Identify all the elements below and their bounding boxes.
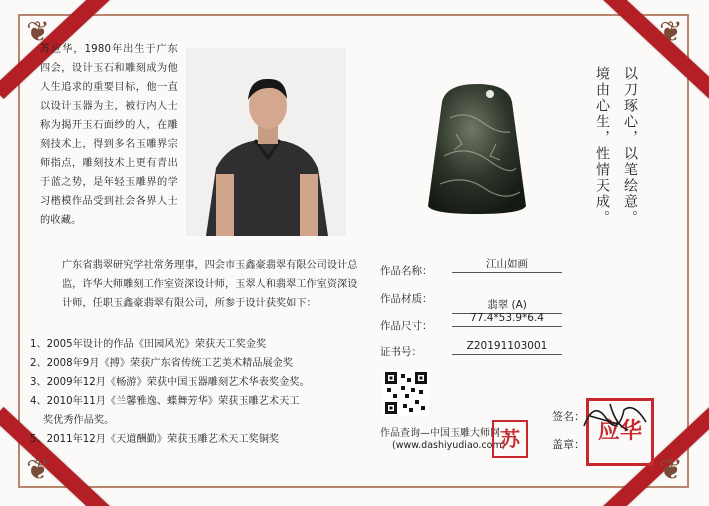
biography-text: 苏应华，1980年出生于广东四会，设计玉石和雕刻成为他人生追求的重要目标，他一直以设计玉器为主，被行内人士称为揭开玉石面纱的人，在雕刻技术上，得到多名玉雕界宗师指点，雕刻技术上更有青出于蓝之势，是年轻玉雕界的学习楷模作品受到社会各界人士的收藏。: [40, 44, 178, 226]
artwork-size-row: [380, 312, 560, 337]
certificate-number-label: 证书号：: [380, 346, 422, 358]
artwork-name-value: 江山如画: [452, 256, 562, 273]
poem-line-2: 境由心生，性情天成。: [594, 66, 610, 226]
ornament-icon: ❦: [659, 15, 683, 48]
small-seal-stamp: 苏: [492, 420, 528, 458]
award-item: 5、2011年12月《天道酬勤》荣获玉雕艺术天工奖铜奖: [30, 434, 280, 445]
signature-label: 签名：: [552, 410, 585, 423]
award-item: 奖优秀作品奖。: [30, 415, 115, 426]
award-item: 1、2005年设计的作品《田园风光》荣获天工奖金奖: [30, 339, 267, 350]
artwork-material-value: 翡翠 (A): [452, 297, 562, 314]
website-url: (www.dashiyudiao.com): [392, 440, 506, 451]
poem-line-1: 以刀琢心，以笔绘意。: [622, 66, 638, 226]
ornament-icon: ❦: [659, 453, 683, 486]
award-item: 3、2009年12月《畅游》荣获中国玉器雕刻艺术华表奖金奖。: [30, 377, 310, 388]
certificate-number-row: [380, 340, 560, 363]
query-text: 作品查询—中国玉雕大师网: [380, 428, 500, 439]
award-item: 4、2010年11月《兰馨雅逸、蝶舞芳华》荣获玉雕艺术天工: [30, 396, 300, 407]
ornament-icon: ❦: [26, 453, 50, 486]
ornament-icon: ❦: [26, 15, 50, 48]
designer-intro: 广东省翡翠研究学社常务理事，四会市玉鑫豪翡翠有限公司设计总监，许华大师雕刻工作室资深设计师，玉翠人和翡翠工作室资深设计师，任职玉鑫豪翡翠有限公司，所参于设计获奖如下：: [62, 260, 358, 309]
artwork-material-row: [380, 291, 560, 310]
designer-portrait: [186, 48, 346, 236]
large-seal-stamp: 应华: [586, 398, 654, 466]
seal-label: 盖章：: [552, 438, 585, 451]
artwork-size-value: 77.4*53.9*6.4: [452, 310, 562, 327]
award-item: 2、2008年9月《搏》荣获广东省传统工艺美术精品展金奖: [30, 358, 294, 369]
signature-icon: [580, 396, 650, 436]
qr-code: [383, 370, 429, 416]
artwork-name-row: [380, 258, 560, 282]
artwork-name-label: 作品名称：: [380, 265, 433, 277]
jade-pendant-image: [426, 80, 528, 216]
artwork-material-label: 作品材质：: [380, 293, 433, 305]
certificate-number-value: Z20191103001: [452, 338, 562, 355]
artwork-size-label: 作品尺寸：: [380, 320, 433, 332]
awards-list: [30, 335, 380, 449]
